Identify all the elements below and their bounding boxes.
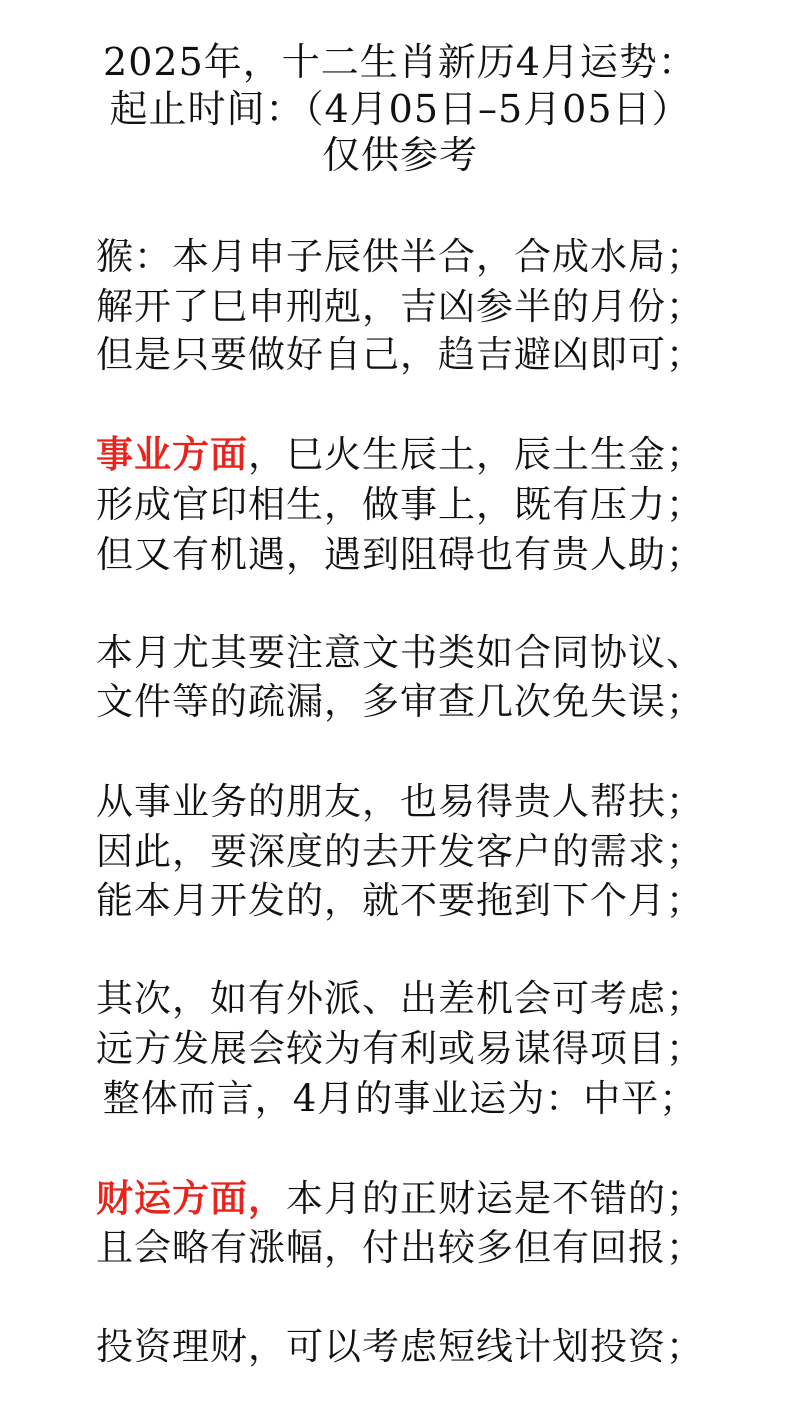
wealth-line-1 [0,1174,800,1223]
intro-line-2: 解开了巳申刑剋，吉凶参半的月份； [96,285,704,328]
career-heading: 事业方面 [96,432,248,476]
wealth-heading: 财运方面， [96,1176,286,1220]
career-line-7: 因此，要深度的去开发客户的需求； [96,830,704,873]
wealth-line-2: 且会略有涨幅，付出较多但有回报； [96,1226,704,1269]
career-line-10: 远方发展会较为有利或易谋得项目； [96,1027,704,1070]
career-line-9: 其次，如有外派、出差机会可考虑； [96,977,704,1020]
career-line-2: 形成官印相生，做事上，既有压力； [96,483,704,526]
intro-line-3: 但是只要做好自己，趋吉避凶即可； [96,333,704,376]
wealth-line-1-text: 本月的正财运是不错的； [286,1177,704,1220]
title-line-2: 起止时间：（4月05日–5月05日） [109,87,691,131]
career-line-1 [0,430,800,479]
intro-line-1: 猴：本月申子辰供半合，合成水局； [96,235,704,278]
wealth-line-3: 投资理财，可以考虑短线计划投资； [96,1325,704,1368]
title-line-3: 仅供参考 [321,133,478,177]
career-line-6: 从事业务的朋友，也易得贵人帮扶； [96,780,704,823]
career-line-3: 但又有机遇，遇到阻碍也有贵人助； [96,533,704,576]
career-line-4: 本月尤其要注意文书类如合同协议、 [96,631,704,674]
career-line-8: 能本月开发的，就不要拖到下个月； [96,879,704,922]
career-line-1-text: ，巳火生辰土，辰土生金； [248,433,704,476]
career-line-5: 文件等的疏漏，多审查几次免失误； [96,680,704,723]
title-line-1: 2025年，十二生肖新历4月运势： [103,40,697,84]
career-line-11: 整体而言，4月的事业运为：中平； [102,1077,698,1120]
